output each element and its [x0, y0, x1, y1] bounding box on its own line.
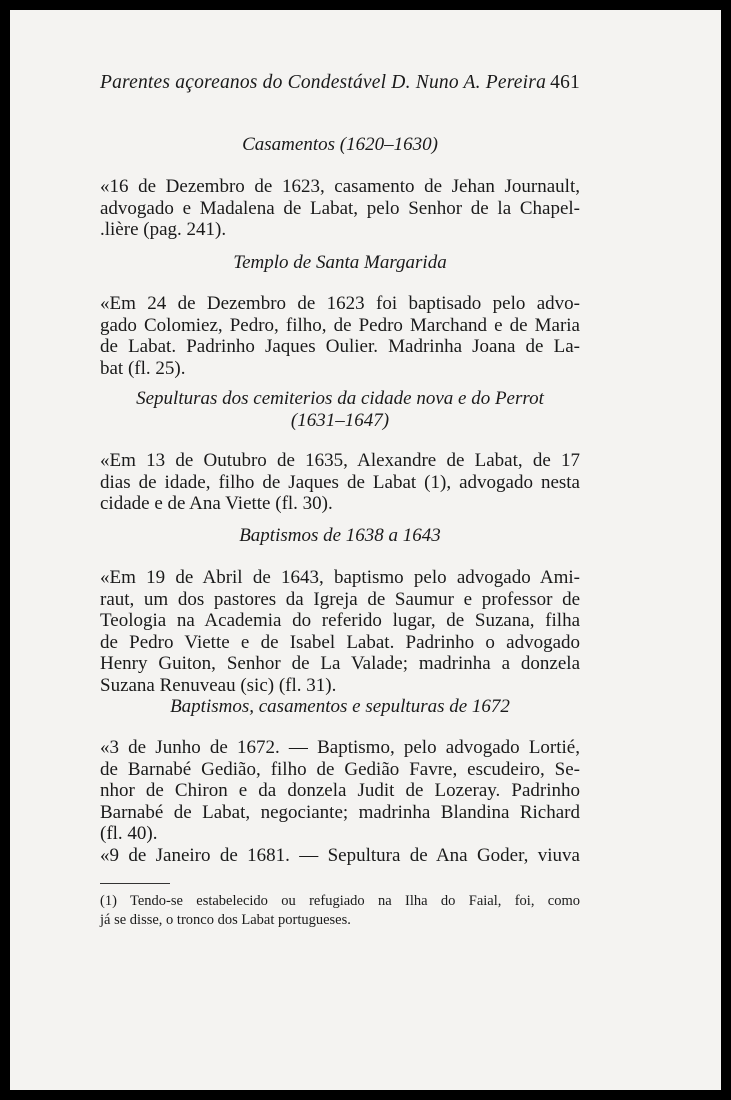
- text-line: de Labat. Padrinho Jaques Oulier. Madrinha Joana de La-: [100, 336, 580, 357]
- text-line: «Em 13 de Outubro de 1635, Alexandre de Labat, de 17: [100, 450, 580, 471]
- text-line: «16 de Dezembro de 1623, casamento de Jehan Journault,: [100, 176, 580, 197]
- section-heading-templo: Templo de Santa Margarida: [233, 252, 447, 273]
- text-line: «Em 24 de Dezembro de 1623 foi baptisado pelo advo-: [100, 293, 580, 314]
- section-heading-baptismos-1672: Baptismos, casamentos e sepulturas de 1672: [170, 696, 510, 717]
- section-heading-casamentos: Casamentos (1620–1630): [242, 134, 438, 155]
- text-line: de Barnabé Gedião, filho de Gedião Favre, escudeiro, Se-: [100, 758, 580, 780]
- heading-line: (1631–1647): [290, 410, 390, 431]
- text-line: «Em 19 de Abril de 1643, baptismo pelo advogado Ami-: [100, 567, 580, 588]
- text-line: cidade e de Ana Viette (fl. 30).: [100, 493, 333, 514]
- paragraph-casamento-1623: [100, 176, 580, 241]
- text-line: Suzana Renuveau (sic) (fl. 31).: [100, 674, 337, 696]
- footnote-divider: [100, 883, 170, 884]
- footnote-line: (1) Tendo-se estabelecido ou refugiado na Ilha do Faial, foi, como: [100, 893, 580, 909]
- text-line: raut, um dos pastores da Igreja de Saumur e professor de: [100, 588, 580, 610]
- heading-line: Sepulturas dos cemiterios da cidade nova e do Perrot: [136, 388, 544, 409]
- paragraph-baptismo-1643: [100, 567, 580, 696]
- text-line: Barnabé de Labat, negociante; madrinha Blandina Richard: [100, 801, 580, 823]
- text-line: Henry Guiton, Senhor de La Valade; madrinha a donzela: [100, 653, 580, 674]
- text-line: nhor de Chiron e da donzela Judit de Lozeray. Padrinho: [100, 780, 580, 801]
- text-line: gado Colomiez, Pedro, filho, de Pedro Marchand e de Maria: [100, 314, 580, 336]
- header-title: Parentes açoreanos do Condestável D. Nuno A. Pereira: [100, 72, 547, 93]
- text-line: bat (fl. 25).: [100, 357, 186, 379]
- text-line: advogado e Madalena de Labat, pelo Senhor de la Chapel-: [100, 197, 580, 219]
- paragraph-baptismo-1672: [100, 737, 580, 866]
- text-line: «3 de Junho de 1672. — Baptismo, pelo advogado Lortié,: [100, 737, 580, 758]
- paragraph-baptismo-1623: [100, 293, 580, 379]
- paragraph-sepultura-1635: [100, 450, 580, 515]
- running-header: [100, 72, 580, 94]
- text-line: (fl. 40).: [100, 823, 158, 844]
- text-line: Teologia na Academia do referido lugar, de Suzana, filha: [100, 610, 580, 631]
- text-line: .lière (pag. 241).: [100, 219, 227, 240]
- document-page: [10, 10, 721, 1090]
- text-line: «9 de Janeiro de 1681. — Sepultura de Ana Goder, viuva: [100, 844, 580, 866]
- section-heading-sepulturas: [100, 388, 580, 432]
- text-line: dias de idade, filho de Jaques de Labat (1), advogado nesta: [100, 471, 580, 493]
- text-line: de Pedro Viette e de Isabel Labat. Padrinho o advogado: [100, 631, 580, 653]
- footnote: [100, 892, 580, 930]
- section-heading-baptismos-1638: Baptismos de 1638 a 1643: [239, 525, 441, 546]
- footnote-line: já se disse, o tronco dos Labat portugueses.: [100, 912, 351, 928]
- page-number: 461: [550, 72, 580, 93]
